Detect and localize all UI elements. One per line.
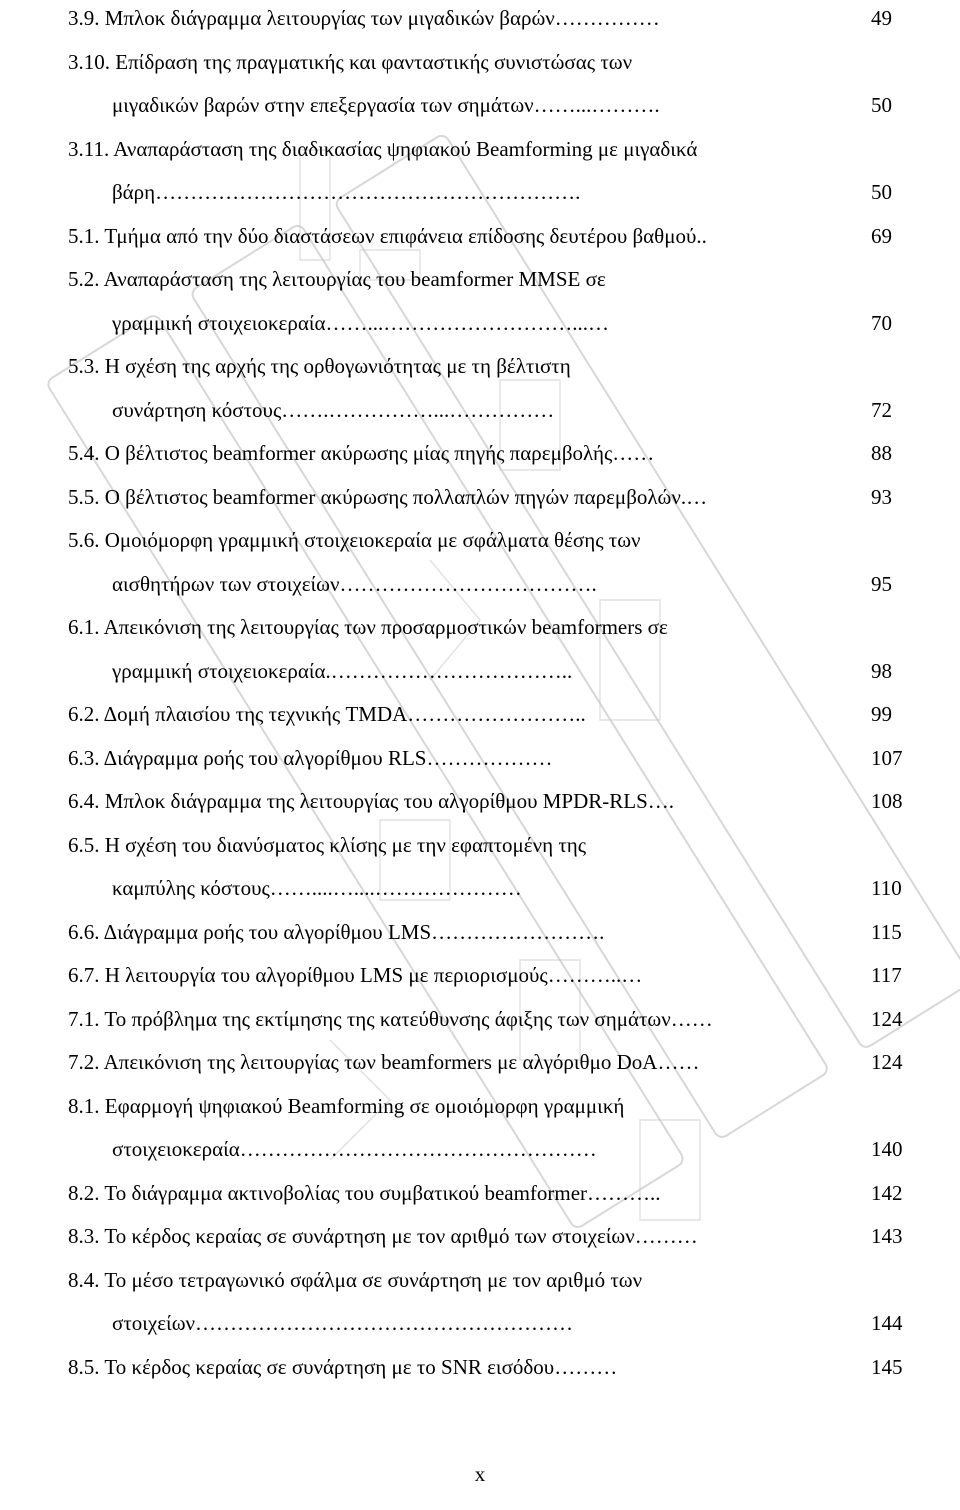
- toc-entry-page-number: 99: [871, 702, 892, 726]
- toc-entry-page-number: 142: [871, 1180, 903, 1205]
- toc-entry-page-number: 110: [871, 876, 902, 900]
- toc-entry-text: 8.3. Το κέρδος κεραίας σε συνάρτηση με τον αριθμό των στοιχείων………: [68, 1224, 698, 1248]
- toc-entry-page-number: 108: [871, 789, 903, 813]
- toc-entry-text: 5.6. Ομοιόμορφη γραμμική στοιχειοκεραία με σφάλματα θέσης των: [68, 528, 641, 552]
- toc-entry-title: [68, 439, 908, 483]
- toc-entry-page-number: 49: [871, 6, 892, 30]
- toc-entry-text: 8.5. Το κέρδος κεραίας σε συνάρτηση με το SNR εισόδου………: [68, 1354, 618, 1379]
- toc-entry-text: καμπύλης κόστους……....…....…………………: [112, 876, 522, 900]
- toc-entry-title: [68, 1222, 908, 1266]
- toc-entry-text: 6.1. Απεικόνιση της λειτουργίας των προσαρμοστικών beamformers σε: [68, 615, 668, 639]
- toc-entry-text: γραμμική στοιχειοκεραία……...………………………...…: [112, 310, 609, 335]
- toc-entry-text: 8.1. Εφαρμογή ψηφιακού Beamforming σε ομοιόμορφη γραμμική: [68, 1093, 625, 1118]
- toc-entry-title: [68, 1266, 908, 1310]
- toc-entry-title: [68, 831, 908, 875]
- toc-entry-title: [68, 918, 908, 962]
- toc-entry-title: [68, 48, 908, 92]
- toc-entry-continuation: [68, 396, 952, 440]
- toc-entry-page-number: 117: [871, 963, 902, 987]
- toc-entry-continuation: [68, 178, 952, 222]
- toc-entry-title: [68, 1353, 908, 1397]
- toc-entry-text: 5.2. Αναπαράσταση της λειτουργίας του beamformer MMSE σε: [68, 267, 606, 291]
- toc-entry-title: [68, 352, 908, 396]
- toc-entry-page-number: 140: [871, 1137, 903, 1161]
- toc-entry-continuation: [68, 91, 952, 135]
- toc-entry-text: 3.9. Μπλοκ διάγραμμα λειτουργίας των μιγαδικών βαρών……………: [68, 6, 660, 30]
- toc-entry-continuation: [68, 874, 952, 918]
- toc-entry-page-number: 145: [871, 1354, 903, 1379]
- toc-entry-page-number: 115: [871, 919, 902, 944]
- toc-entry-page-number: 144: [871, 1311, 903, 1335]
- toc-entry-page-number: 124: [871, 1006, 903, 1031]
- toc-entry-continuation: [68, 1135, 952, 1179]
- toc-entry-continuation: [68, 570, 952, 614]
- toc-entry-text: αισθητήρων των στοιχείων……………………………….: [112, 571, 597, 596]
- toc-entry-text: 6.5. Η σχέση του διανύσματος κλίσης με την εφαπτομένη της: [68, 832, 587, 857]
- toc-entry-text: γραμμική στοιχειοκεραία.……………………………..: [112, 658, 573, 683]
- toc-entry-continuation: [68, 309, 952, 353]
- toc-entry-text: στοιχειοκεραία……………………………………………: [112, 1137, 597, 1161]
- toc-entry-title: [68, 483, 908, 527]
- toc-entry-title: [68, 1005, 908, 1049]
- toc-entry-title: [68, 613, 908, 657]
- toc-entry-page-number: 143: [871, 1224, 903, 1248]
- toc-entry-text: στοιχείων………………………………………………: [112, 1311, 574, 1335]
- toc-entry-page-number: 93: [871, 484, 892, 509]
- toc-entry-continuation: [68, 657, 952, 701]
- toc-entry-text: 5.5. Ο βέλτιστος beamformer ακύρωσης πολλαπλών πηγών παρεμβολών.…: [68, 484, 708, 509]
- toc-entry-page-number: 72: [871, 397, 892, 422]
- toc-entry-title: [68, 222, 908, 266]
- toc-entry-text: βάρη…………………………………………………….: [112, 180, 581, 204]
- toc-entry-page-number: 95: [871, 571, 892, 596]
- toc-entry-page-number: 50: [871, 93, 892, 117]
- toc-entry-page-number: 107: [871, 745, 903, 770]
- toc-entry-text: 5.3. Η σχέση της αρχής της ορθογωνιότητας με τη βέλτιστη: [68, 354, 571, 378]
- toc-entry-text: 5.1. Τμήμα από την δύο διαστάσεων επιφάνεια επίδοσης δευτέρου βαθμού..: [68, 223, 707, 248]
- toc-entry-title: [68, 4, 908, 48]
- toc-entry-page-number: 50: [871, 180, 892, 204]
- toc-entry-text: μιγαδικών βαρών στην επεξεργασία των σημάτων……...……….: [112, 93, 660, 117]
- toc-entry-page-number: 70: [871, 310, 892, 335]
- toc-entry-title: [68, 1092, 908, 1136]
- toc-entry-text: 8.2. Το διάγραμμα ακτινοβολίας του συμβατικού beamformer………..: [68, 1180, 661, 1205]
- toc-entry-text: 3.10. Επίδραση της πραγματικής και φανταστικής συνιστώσας των: [68, 49, 633, 74]
- toc-entry-title: [68, 135, 908, 179]
- toc-entry-page-number: 124: [871, 1050, 903, 1074]
- toc-entry-page-number: 88: [871, 441, 892, 465]
- toc-entry-page-number: 69: [871, 223, 892, 248]
- toc-entry-text: 6.4. Μπλοκ διάγραμμα της λειτουργίας του αλγορίθμου MPDR-RLS….: [68, 789, 674, 813]
- toc-entry-title: [68, 1048, 908, 1092]
- toc-entry-title: [68, 265, 908, 309]
- toc-entry-text: 6.7. Η λειτουργία του αλγορίθμου LMS με περιορισμούς………..…: [68, 963, 643, 987]
- toc-entry-text: συνάρτηση κόστους…….……………...……………: [112, 397, 555, 422]
- toc-entry-page-number: 98: [871, 658, 892, 683]
- toc-entry-text: 5.4. Ο βέλτιστος beamformer ακύρωσης μίας πηγής παρεμβολής……: [68, 441, 655, 465]
- toc-entry-title: [68, 744, 908, 788]
- toc-entry-text: 8.4. Το μέσο τετραγωνικό σφάλμα σε συνάρτηση με τον αριθμό των: [68, 1267, 643, 1292]
- toc-entry-text: 3.11. Αναπαράσταση της διαδικασίας ψηφιακού Beamforming με μιγαδικά: [68, 136, 698, 161]
- toc-entry-text: 6.2. Δομή πλαισίου της τεχνικής TMDA……………………..: [68, 702, 586, 726]
- toc-entry-title: [68, 787, 908, 831]
- toc-entry-text: 7.1. Το πρόβλημα της εκτίμησης της κατεύθυνσης άφιξης των σημάτων……: [68, 1006, 713, 1031]
- toc-entry-title: [68, 961, 908, 1005]
- toc-entry-continuation: [68, 1309, 952, 1353]
- toc-entry-text: 7.2. Απεικόνιση της λειτουργίας των beamformers με αλγόριθμο DoA……: [68, 1050, 700, 1074]
- toc-entry-title: [68, 526, 908, 570]
- toc-entry-text: 6.3. Διάγραμμα ροής του αλγορίθμου RLS………………: [68, 745, 553, 770]
- page-number: x: [474, 1462, 486, 1486]
- toc-entry-title: [68, 1179, 908, 1223]
- toc-entry-title: [68, 700, 908, 744]
- toc-entry-text: 6.6. Διάγραμμα ροής του αλγορίθμου LMS…………………….: [68, 919, 605, 944]
